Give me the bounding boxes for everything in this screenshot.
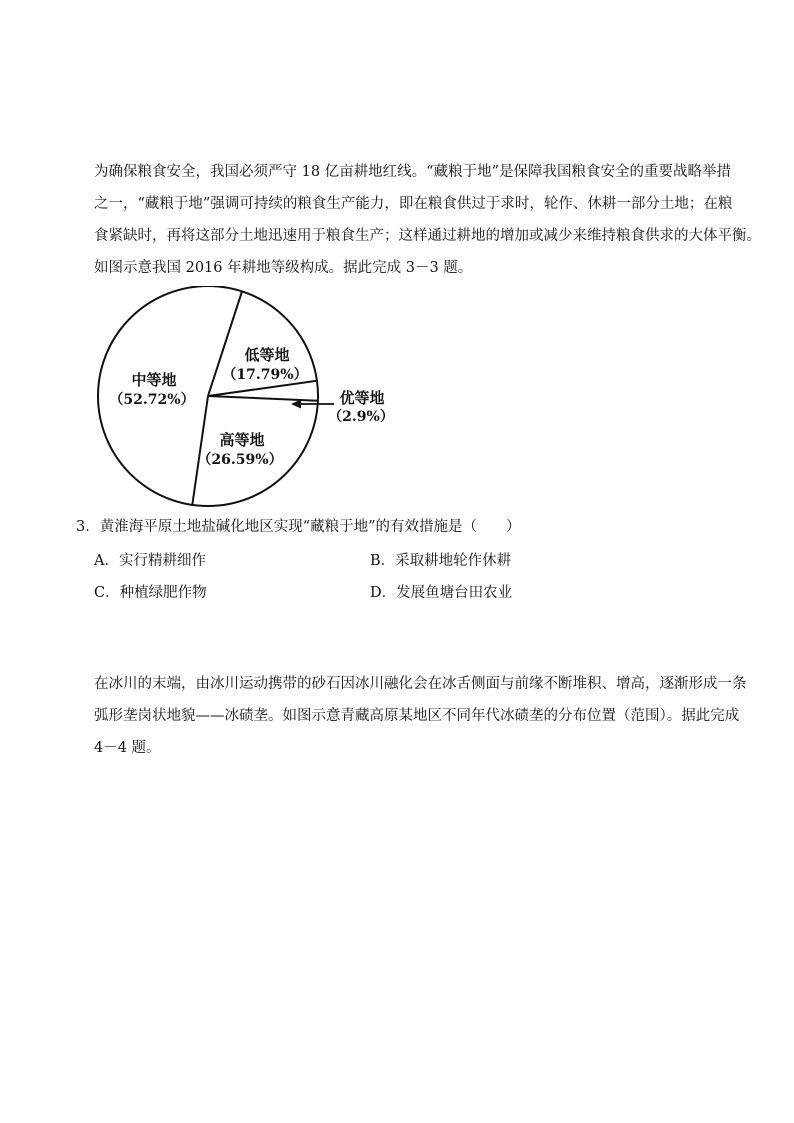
slice-boundary-2 <box>208 381 317 396</box>
slice-value-low-grade: （17.79%） <box>222 367 308 383</box>
slice-boundary-3 <box>208 396 318 401</box>
slice-label-medium-grade: 中等地 <box>131 371 177 389</box>
passage-1-line-3: 食紧缺时，再将这部分土地迅速用于粮食生产；这样通过耕地的增加或减少来维持粮食供求的大体平衡。 <box>94 228 761 244</box>
question-3-stem: 3．黄淮海平原土地盐碱化地区实现“藏粮于地”的有效措施是（ ） <box>76 519 521 535</box>
question-3-option-c[interactable]: C．种植绿肥作物 <box>94 585 207 601</box>
question-3-option-d[interactable]: D．发展鱼塘台田农业 <box>370 585 513 601</box>
slice-label-top-grade: 优等地 <box>339 389 385 407</box>
passage-2-line-3: 4－4 题。 <box>94 740 161 756</box>
passage-2-line-1: 在冰川的末端，由冰川运动携带的砂石因冰川融化会在冰舌侧面与前缘不断堆积、增高，逐渐形成一条 <box>94 676 747 692</box>
slice-value-high-grade: （26.59%） <box>197 452 283 468</box>
question-3-option-a[interactable]: A．实行精耕细作 <box>94 553 206 569</box>
slice-label-low-grade: 低等地 <box>244 346 290 364</box>
passage-1-line-2: 之一，“藏粮于地”强调可持续的粮食生产能力，即在粮食供过于求时，轮作、休耕一部分土地；在粮 <box>94 196 733 212</box>
slice-value-medium-grade: （52.72%） <box>109 392 195 408</box>
top-grade-pointer-arrowhead <box>291 400 301 409</box>
slice-label-high-grade: 高等地 <box>219 431 265 449</box>
question-3-option-b[interactable]: B．采取耕地轮作休耕 <box>370 553 512 569</box>
passage-2-line-2: 弧形垄岗状地貌——冰碛垄。如图示意青藏高原某地区不同年代冰碛垄的分布位置（范围）。据此完成 <box>94 708 740 724</box>
passage-1-line-1: 为确保粮食安全，我国必须严守 18 亿亩耕地红线。“藏粮于地”是保障我国粮食安全的重要战略举措 <box>94 164 731 180</box>
farmland-grade-pie-chart <box>90 286 410 508</box>
slice-boundary-4 <box>192 396 208 505</box>
slice-value-top-grade: （2.9%） <box>328 409 394 425</box>
passage-1-line-4: 如图示意我国 2016 年耕地等级构成。据此完成 3－3 题。 <box>94 260 473 276</box>
